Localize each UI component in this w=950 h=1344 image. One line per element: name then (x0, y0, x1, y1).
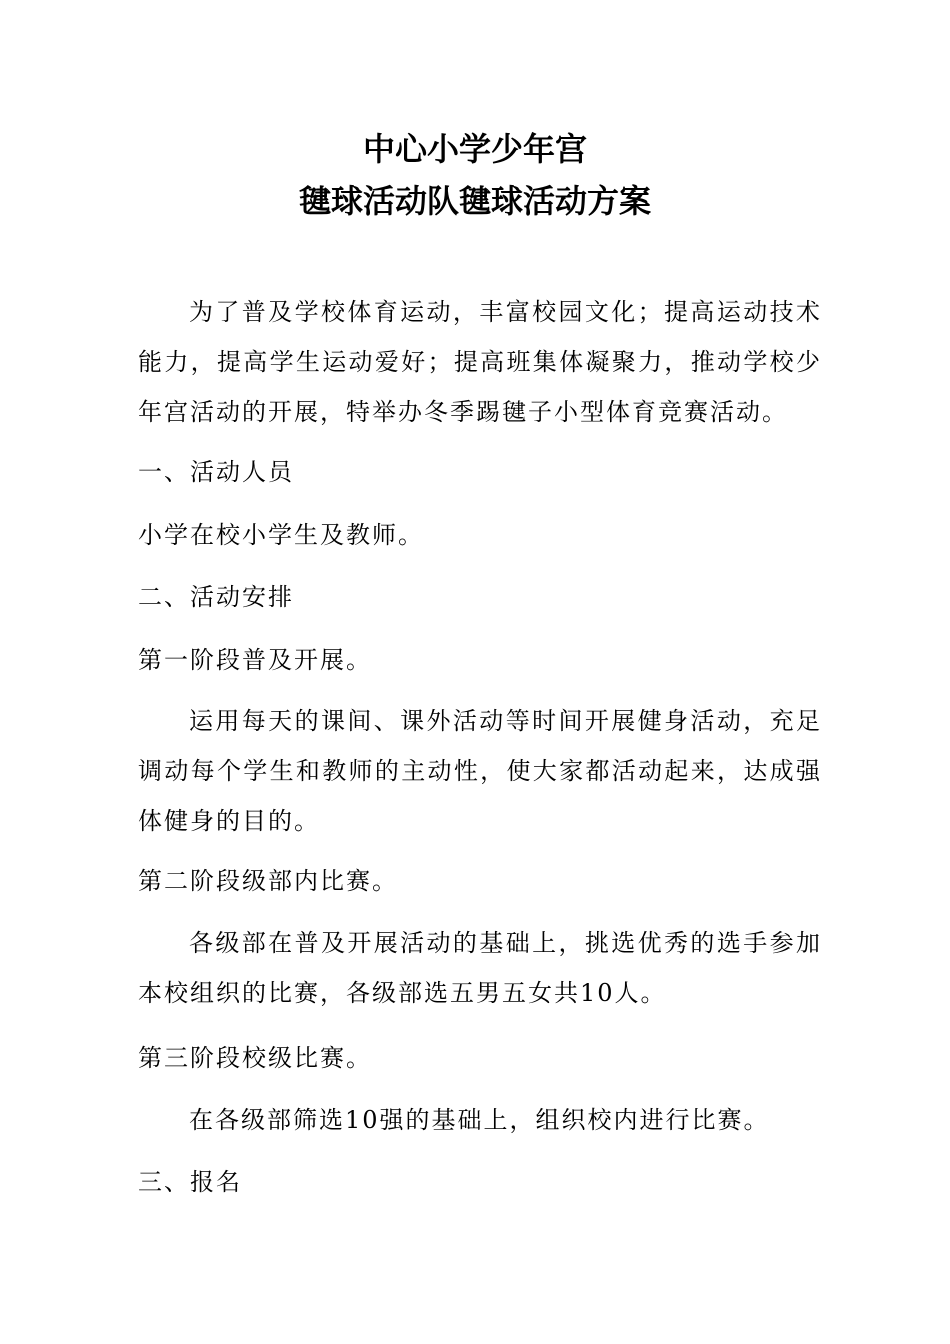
stage1-paragraph: 运用每天的课间、课外活动等时间开展健身活动，充足调动每个学生和教师的主动性，使大家都活动起来，达成强体健身的目的。 (138, 707, 822, 835)
stage2-heading: 第二阶段级部内比赛。 (138, 867, 398, 895)
stage3-heading: 第三阶段校级比赛。 (138, 1044, 372, 1072)
stage1-heading: 第一阶段普及开展。 (138, 646, 372, 674)
intro-paragraph: 为了普及学校体育运动，丰富校园文化；提高运动技术能力，提高学生运动爱好；提高班集体凝聚力，推动学校少年宫活动的开展，特举办冬季踢毽子小型体育竞赛活动。 (138, 298, 822, 426)
document-title-line2: 毽球活动队毽球活动方案 (298, 182, 651, 220)
section-heading-registration: 三、报名 (138, 1168, 242, 1196)
section-heading-personnel: 一、活动人员 (138, 458, 294, 486)
stage2-paragraph: 各级部在普及开展活动的基础上，挑选优秀的选手参加本校组织的比赛，各级部选五男五女共10人。 (138, 929, 822, 1007)
stage3-text: 在各级部筛选10强的基础上，组织校内进行比赛。 (189, 1106, 770, 1134)
personnel-text: 小学在校小学生及教师。 (138, 521, 424, 549)
document-title-line1: 中心小学少年宫 (362, 130, 587, 168)
section-heading-arrangement: 二、活动安排 (138, 583, 294, 611)
